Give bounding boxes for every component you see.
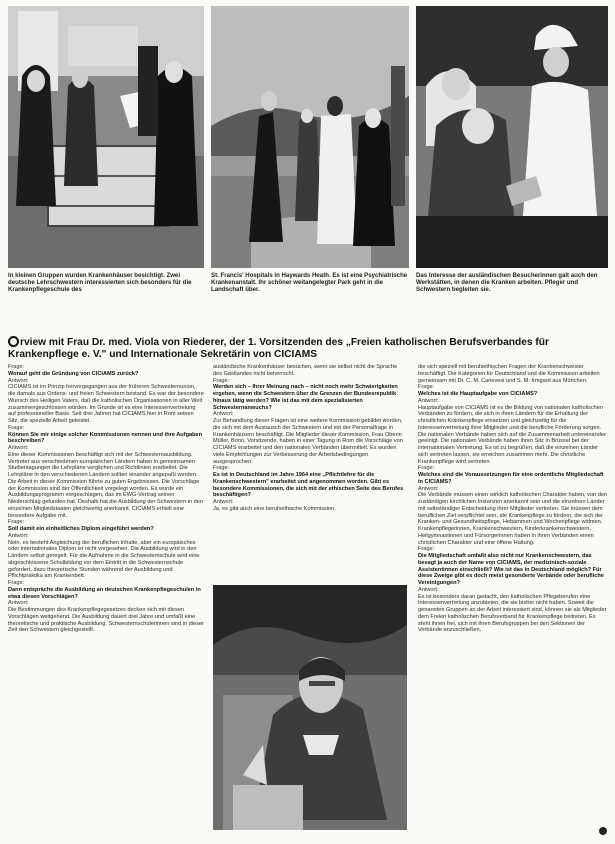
interview-label: Antwort:	[213, 499, 234, 505]
interview-answer-text: Ja, es gibt auch eine berufsethische Kommission.	[213, 505, 336, 512]
interview-answer-text: Hauptaufgabe von CICIAMS ist es die Bildung von nationalen katholischen Verbänden zu fördern, die sich in ihren Ländern für die Erhaltung der christlichen Krankenpflege einsetzen und gleichzeitig für die Interessenvertretung ihrer Mitglieder und die berufliche Förderung sorgen. Die nationalen Verbände haben sich auf die Zusammenarbeit untereinander geeinigt. Die nationalen Verbände haben ihren Sitz in Brüssel bei der internationalen Vertretung. Es ist zu begrüßen, daß die einzelnen Länder sich vertreten lassen, sie erreichen zusammen mehr. Die christliche Krankenpflege wird vertreten.	[418, 404, 606, 465]
interview-question: Worauf geht die Gründung von CICIAMS zurück?	[8, 370, 139, 377]
interview-answer-text: CICIAMS ist im Prinzip hervorgegangen aus der früheren Schwesternunion, die damals aus Ordens- und freien Schwestern bestand. Es war der besondere Wunsch des Heiligen Vaters, daß die katholischen Organisationen in aller Welt zusammengeschlossen würden. Im Grunde ist es eine Interessenvertretung auf professioneller Basis. Seit drei Jahren hat CICIAMS hier in Rom seinen Sitz, die spezielle Arbeit geleistet.	[8, 384, 204, 424]
interview-answer-text: Die Verbände müssen einen wirklich katholischen Charakter haben, von den zuständigen kirchlichen Instanzen anerkannt sein und die einzelnen Länder mit selbständiger Entscheidung ihrer Mitglieder vertreten. Sie müssen dem beruflichen Ziel verpflichtet sein, die Krankenpflege zu fördern, die sich der Kranken- und Gesundheitspflege, Hebammen und Wochenpflege widmen. Krankenpflegerinnen, Krankenschwestern, Kinderkrankenschwestern, Heilgymnastinnen und Fürsorgerinnen haben in ihren Verbänden einen christlichen Charakter und eine offene Haltung.	[418, 492, 608, 546]
interview-label: Frage:	[418, 465, 435, 472]
interview-answer-text: die sich speziell mit berufsethischen Fragen der Krankenschwester beschäftigt. Die Kategorien für Deutschland und die Kommission arbeiten gemeinsam mit Dr. C. M. Canevesi und S. M. Irmgard aus München.	[418, 364, 600, 384]
interview-question: Soll damit ein einheitliches Diplom eingeführt werden?	[8, 526, 154, 532]
interview-question: Werden sich – Ihrer Meinung nach – nicht noch mehr Schwierigkeiten ergeben, wenn die Schwestern über die Grenzen der Bundesrepublik hinaus tätig werden? Wie ist das mit dem spezialisierten Schwesternanwuchs?	[213, 384, 398, 411]
interview-label: Antwort:	[213, 411, 234, 418]
interview-answer-text: Die Bestimmungen des Krankenpflegegesetzes decken sich mit diesen Vorschlägen weitgehend. Die Ausbildung dauert drei Jahre und umfaßt eine theoretische und praktische Ausbildung. Schwesternschülerinnen sind in dieser Zeit den Schwestern gleichgestellt.	[8, 607, 204, 634]
interview-question: Es ist in Deutschland im Jahre 1964 eine „Pflichtlehre für die Krankenschwestern" erarbeitet und angenommen worden. Gibt es besondere Kommissionen, die sich mit der ethischen Seite des Berufes beschäftigen?	[213, 472, 404, 499]
interview-answer-text: Nein, es besteht Angleichung der beruflichen Inhalte, aber ein europäisches oder internationales Diplom ist nicht vorgesehen. Die Ausbildung wird in den Ländern selbst geregelt. Für die Aufnahme in die Schwesternschule wird eine abgeschlossene Schulbildung vor dem Eintritt in die Schwesternschule gefordert, dazu theoretische Stunden während der Ausbildung und Pflichtpraktika am Krankenbett.	[8, 539, 200, 580]
interview-label: Frage:	[8, 364, 25, 370]
interview-answer-text: Eine dieser Kommissionen beschäftigt sich mit der Schwesternausbildung. Vertreter aus verschiedenen europäischen Ländern haben in gemeinsamen Studientagungen die Lehrpläne verglichen und Richtlinien erarbeitet. Die Lehrpläne in den verschiedenen Ländern sollten einander angepaßt werden. Die Arbeit in dieser Kommission führte zu guten Ergebnissen. Die Vorschläge der Kommission sind der Öffentlichkeit vorgelegt worden. Es wurde ein Ausbildungsprogramm vorgeschlagen, das im EWG-Vertrag seinen Niederschlag gefunden hat. Deshalb hat die Ausbildung der Schwestern in den einzelnen Mitgliedstaaten gleichwertig anerkannt. CICIAMS erhielt eine besondere Aufgabe mit.	[8, 451, 203, 519]
article-column-1	[8, 364, 204, 834]
caption-middle: St. Francis' Hospitals in Haywards Heath. Es ist eine Psychiatrische Krankenanstalt. Ihr schöner weitangelegter Park geht in die Landschaft über.	[211, 272, 408, 294]
interview-question: Welches ist die Hauptaufgabe von CICIAMS?	[418, 391, 538, 397]
portrait-photo-viola-von-riederer	[213, 585, 407, 830]
page-end-mark	[599, 827, 607, 835]
caption-right: Das Interesse der ausländischen Besucherinnen galt auch den Werkstätten, in denen die Kranken arbeiten. Pfleger und Schwestern begleiten sie.	[416, 272, 598, 294]
caption-left: In kleinen Gruppen wurden Krankenhäuser besichtigt. Zwei deutsche Lehrschwestern interessierten sich besonders für die Krankenpflegeschule des	[8, 272, 192, 294]
interview-label: Antwort:	[418, 485, 439, 492]
interview-question: Können Sie mir einige solcher Kommissionen nennen und ihre Aufgaben beschreiben?	[8, 431, 203, 445]
interview-label: Antwort:	[8, 445, 29, 451]
interview-label: Frage:	[418, 384, 435, 391]
interview-question: Welches sind die Voraussetzungen für eine ordentliche Mitgliedschaft in CICIAMS?	[418, 472, 604, 485]
interview-answer-text: ausländische Krankenhäuser besuchen, wenn sie selbst nicht die Sprache des Gastlandes nicht beherrscht.	[213, 364, 398, 377]
headline-text: rview mit Frau Dr. med. Viola von Riederer, der 1. Vorsitzenden des „Freien katholischen Berufsverbandes für Krankenpflege e. V." und Internationale Sekretärin von CICIAMS	[8, 337, 549, 361]
photo-hospital-park	[211, 6, 409, 268]
interview-label: Frage:	[8, 424, 25, 431]
interview-headline	[8, 336, 608, 362]
interview-label: Frage:	[8, 519, 25, 526]
interview-label: Antwort:	[8, 377, 29, 384]
article-column-3	[418, 364, 608, 834]
interview-label: Antwort:	[8, 532, 29, 539]
interview-label: Antwort:	[418, 397, 439, 404]
interview-question: Dann entspräche die Ausbildung an deutschen Krankenpflegeschulen in etwa diesen Vorschlägen?	[8, 586, 201, 600]
interview-label: Frage:	[8, 580, 25, 586]
interview-label: Frage:	[213, 465, 230, 472]
interview-label: Antwort:	[418, 586, 439, 593]
interview-label: Antwort:	[8, 600, 29, 607]
drop-initial-ring	[8, 336, 19, 347]
interview-question: Die Mitgliedschaft umfaßt also nicht nur Krankenschwestern, das besagt ja auch der Name von CICIAMS, der medizinisch-soziale Assistentinnen einschließt? Wie ist das in Deutschland möglich? Für diese Zweige gibt es doch meist gesonderte Verbände oder berufliche Vereinigungen?	[418, 553, 604, 586]
photo-hospital-visit	[8, 6, 204, 268]
interview-answer-text: Zur Behandlung dieser Fragen ist eine weitere Kommission gebildet worden, die sich mit dem Austausch der Schwestern und mit der Personalfrage in Krankenhäusern beschäftigt. Die Mitglieder dieser Kommission, Frau Oberin Müller, Bonn, Vorsitzende, haben in einer Tagung in Rom die Vorschläge von CICIAMS erarbeitet und den nationalen Verbänden übermittelt. Es wurden viele Empfehlungen zur Verbesserung der Arbeitsbedingungen ausgesprochen.	[213, 418, 403, 465]
interview-label: Frage:	[213, 377, 230, 384]
interview-answer-text: Es ist besonders daran gedacht, den katholischen Pflegeberufen eine Interessenvertretung anzubieten, die sie bisher nicht haben. Soweit die genannten Gruppen an der Arbeit interessiert sind, können sie als Mitglieder dem Freien katholischen Berufsverband für Krankenpflege beitreten. Es steht ihnen frei, sich mit ihren Berufsgruppen bei den Sektionen der Verbände anzuschließen.	[418, 593, 607, 634]
photo-workshop	[416, 6, 608, 268]
interview-label: Frage:	[418, 546, 435, 553]
article-column-2	[213, 364, 407, 578]
